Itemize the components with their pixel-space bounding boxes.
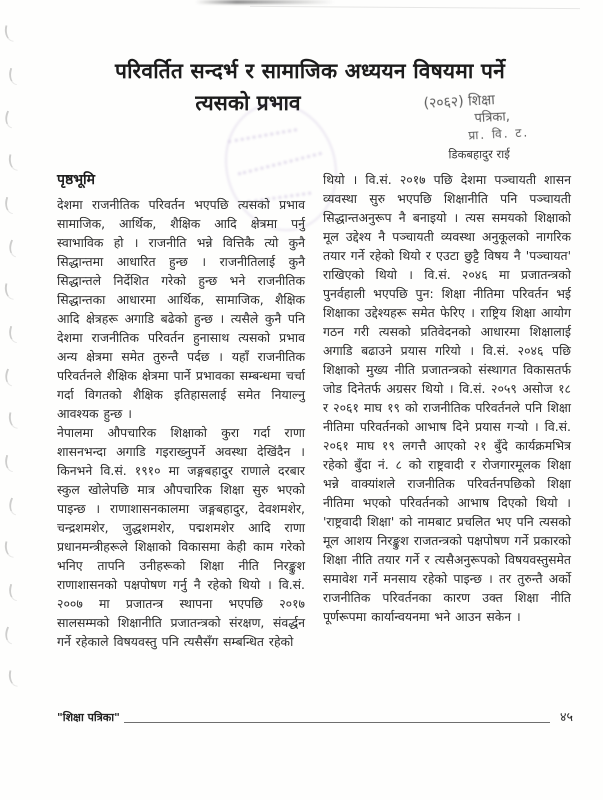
binding-mark bbox=[2, 455, 17, 472]
footer-rule bbox=[124, 721, 550, 723]
binding-mark bbox=[6, 239, 22, 257]
binding-mark bbox=[6, 584, 21, 601]
annotation-abbrev: प्रा. वि. ट. bbox=[468, 125, 530, 143]
binding-mark bbox=[7, 670, 20, 687]
paragraph: थियो । वि.सं. २०१७ पछि देशमा पञ्चायती शासन व्यवस्था सुरु भएपछि शिक्षानीति पनि पञ्चायती सिद्धान्तअनुरूप नै बनाइयो । त्यस समयको शिक्षाको मूल उद्देश्य नै पञ्चायती व्यवस्था अनुकूलको नागरिक तयार गर्ने रहेको थियो र एउटा छुट्टै विषय नै 'पञ्चायत' राखिएको थियो । वि.सं. २०४६ मा प्रजातन्त्रको पुनर्वहाली भएपछि पुन: शिक्षा नीतिमा परिवर्तन भई शिक्षाका उद्देश्यहरू समेत फेरिए । राष्ट्रिय शिक्षा आयोग गठन गरी त्यसको प्रतिवेदनको आधारमा शिक्षालाई अगाडि बढाउने प्रयास गरियो । वि.सं. २०४६ पछि शिक्षाको मुख्य नीति प्रजातन्त्रको संस्थागत विकासतर्फ जोड दिनेतर्फ अग्रसर थियो । वि.सं. २०५९ असोज १८ र २०६१ माघ १९ को राजनीतिक परिवर्तनले पनि शिक्षा नीतिमा परिवर्तनको आभाष दिने प्रयास गऱ्यो । वि.सं. २०६१ माघ १९ लगत्तै आएको २१ बुँदे कार्यक्रमभित्र रहेको बुँदा नं. ८ को राष्ट्रवादी र रोजगारमूलक शिक्षा भन्ने वाक्यांशले राजनीतिक परिवर्तनपछिको शिक्षा नीतिमा भएको परिवर्तनको आभाष दिएको थियो । 'राष्ट्रवादी शिक्षा' को नामबाट प्रचलित भए पनि त्यसको मूल आशय निरङ्कुश राजतन्त्रको पक्षपोषण गर्ने प्रकारको शिक्षा नीति तयार गर्ने र त्यसैअनुरूपको विषयवस्तुसमेत समावेश गर्ने मनसाय रहेको पाइन्छ । तर तुरुन्तै अर्को राजनीतिक परिवर्तनका कारण उक्त शिक्षा नीति पूर्णरूपमा कार्यान्वयनमा भने आउन सकेन । bbox=[323, 172, 571, 624]
page-title-line2: त्यसको प्रभाव bbox=[195, 91, 301, 115]
right-column bbox=[323, 170, 571, 651]
binding-mark bbox=[6, 68, 21, 85]
annotation-year-journal: (२०६२) शिक्षा bbox=[423, 92, 496, 112]
binding-mark bbox=[3, 25, 16, 42]
page-title-line1: परिवर्तित सन्दर्भ र सामाजिक अध्ययन विषयमा पर्ने bbox=[114, 59, 505, 83]
binding-mark bbox=[6, 497, 22, 515]
page-footer bbox=[57, 708, 573, 725]
binding-mark bbox=[2, 368, 18, 386]
article-body bbox=[57, 170, 572, 651]
binding-mark bbox=[3, 541, 16, 558]
binding-mark bbox=[6, 326, 21, 343]
annotation-journal-cont: पत्रिका, bbox=[474, 109, 511, 127]
scan-smudge bbox=[195, 0, 335, 4]
page-number: ४५ bbox=[559, 709, 573, 724]
handwritten-annotation bbox=[411, 88, 584, 168]
section-heading: पृष्ठभूमि bbox=[57, 172, 96, 188]
binding-mark bbox=[7, 154, 20, 171]
scan-edge-line bbox=[250, 6, 580, 9]
paragraph: नेपालमा औपचारिक शिक्षाको कुरा गर्दा राणा शासनभन्दा अगाडि गइराख्नुपर्ने अवस्था देखिंदैन । किनभने वि.सं. १९१० मा जङ्गबहादुर राणाले दरबार स्कुल खोलेपछि मात्र औपचारिक शिक्षा सुरु भएको पाइन्छ । राणाशासनकालमा जङ्गबहादुर, देवशमशेर, चन्द्रशमशेर, जुद्धशमशेर, पद्मशमशेर आदि राणा प्रधानमन्त्रीहरूले शिक्षाको विकासमा केही काम गरेको भनिए तापनि उनीहरूको शिक्षा नीति निरङ्कुश राणाशासनको पक्षपोषण गर्नु नै रहेको थियो । वि.सं. २००७ मा प्रजातन्त्र स्थापना भएपछि २०१७ सालसम्मको शिक्षानीति प्रजातन्त्रको संरक्षण, संवर्द्धन गर्ने रहेकाले विषयवस्तु पनि त्यसैसँग सम्बन्धित रहेको bbox=[57, 425, 305, 649]
journal-name: "शिक्षा पत्रिका" bbox=[57, 711, 120, 724]
left-column bbox=[57, 170, 305, 651]
paragraph: देशमा राजनीतिक परिवर्तन भएपछि त्यसको प्रभाव सामाजिक, आर्थिक, शैक्षिक आदि क्षेत्रमा पर्नु स्वाभाविक हो । राजनीति भन्ने वित्तिकै त्यो कुनै सिद्धान्तमा आधारित हुन्छ । राजनीतिलाई कुनै सिद्धान्तले निर्देशित गरेको हुन्छ भने राजनीतिक सिद्धान्तका आधारमा आर्थिक, सामाजिक, शैक्षिक आदि क्षेत्रहरू अगाडि बढेको हुन्छ । त्यसैले कुनै पनि देशमा राजनीतिक परिवर्तन हुनासाथ त्यसको प्रभाव अन्य क्षेत्रमा समेत तुरुन्तै पर्दछ । यहाँ राजनीतिक परिवर्तनले शैक्षिक क्षेत्रमा पार्ने प्रभावका सम्बन्धमा चर्चा गर्दा विगतको शैक्षिक इतिहासलाई समेत नियाल्नु आवश्यक हुन्छ । bbox=[57, 197, 305, 421]
author-name: डिकबहादुर राई bbox=[448, 146, 510, 162]
binding-mark bbox=[2, 197, 17, 214]
binding-marks bbox=[0, 0, 26, 800]
ink-stamp-text-row bbox=[228, 128, 297, 143]
binding-mark bbox=[7, 412, 20, 429]
binding-mark bbox=[3, 283, 16, 300]
binding-mark bbox=[2, 626, 18, 644]
